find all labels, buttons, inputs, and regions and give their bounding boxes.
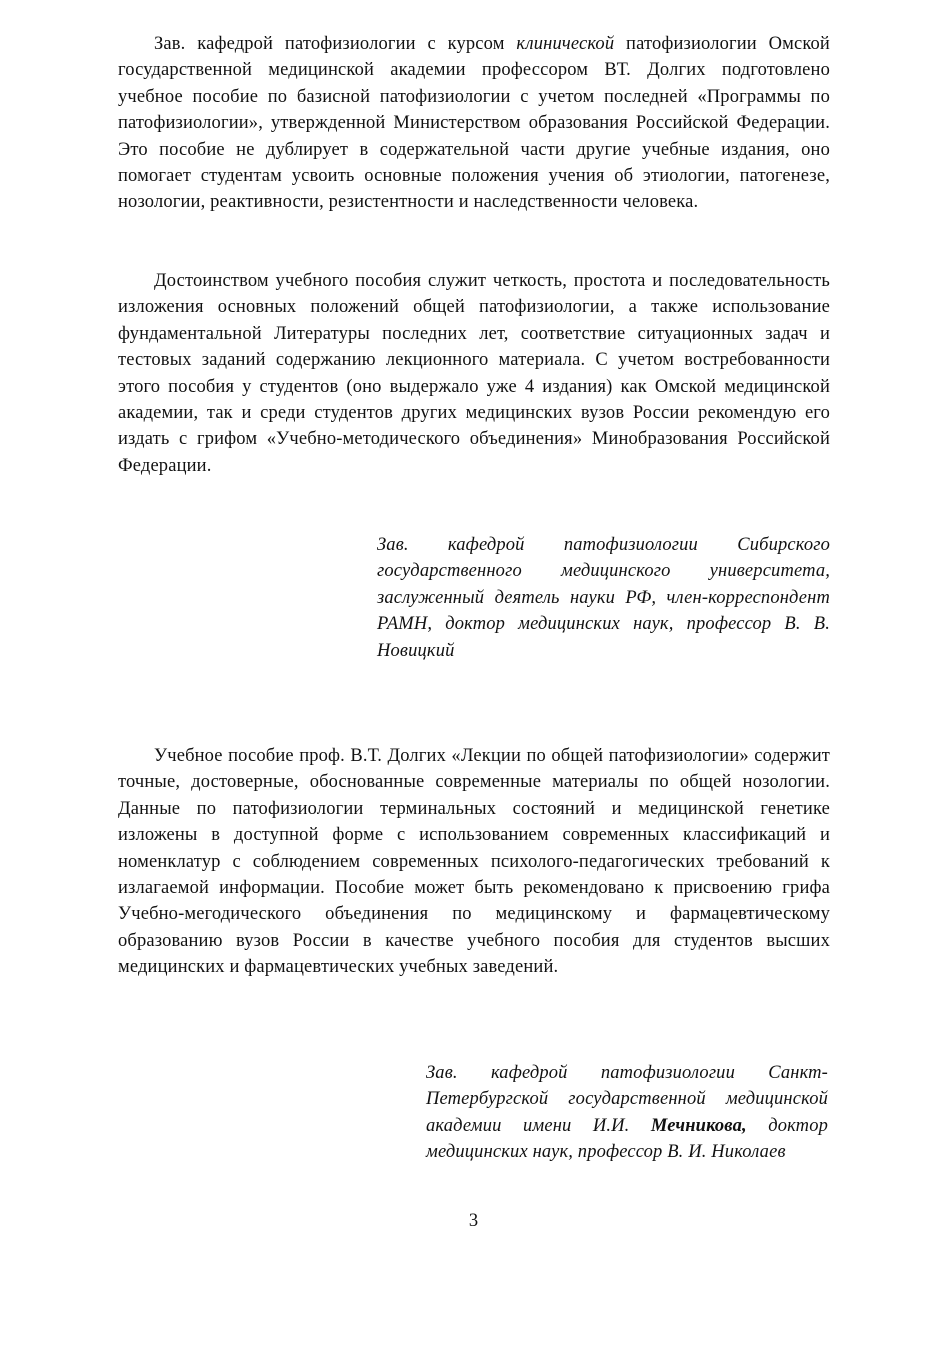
review1-paragraph2: Достоинством учебного пособия служит четкость, простота и последовательность изложения основных положений общей патофизиологии, а также использование фундаментальной Литературы последних лет, соответствие ситуационных задач и тестовых заданий содержанию лекционного материала. С учетом востребованности этого пособия у студентов (оно выдержало уже 4 издания) как Омской медицинской академии, так и среди студентов других медицинских вузов России рекомендую его издать с грифом «Учебно-методического объединения» Минобразования Российской Федерации.	[118, 271, 830, 476]
review2-paragraph: Учебное пособие проф. В.Т. Долгих «Лекции по общей патофизиологии» содержит точные, достоверные, обоснованные современные материалы по общей нозологии. Данные по патофизиологии терминальных состояний и медицинской генетике изложены в доступной форме с использованием современных классификаций и номенклатур с соблюдением современных психолого-педагогических требований к излагаемой информации. Пособие может быть рекомендовано к присвоению грифа Учебно-мегодического объединения по медицинскому и фармацевтическому образованию вузов России в качестве учебного пособия для студентов высших медицинских и фармацевтических учебных заведений.	[118, 746, 830, 978]
review2-signature-bold-name: Мечникова,	[650, 1115, 747, 1136]
review1-paragraph1	[118, 31, 830, 216]
review1-paragraph1-rest: патофизиологии Омской государственной медицинской академии профессором ВТ. Долгих подготовлено учебное пособие по базисной патофизиологии с учетом последней «Программы по патофизиологии», утвержденной Министерством образования Российской Федерации. Это пособие не дублирует в содержательной части другие учебные издания, оно помогает студентам усвоить основные положения учения об этиологии, патогенезе, нозологии, реактивности, резистентности и наследственности человека.	[118, 34, 830, 213]
review2-signature-rest: доктор медицинских наук, профессор В. И. Николаев	[426, 1115, 828, 1163]
review1-paragraph1-lead: Зав. кафедрой патофизиологии с курсом	[154, 34, 517, 54]
review2-signature	[426, 1060, 828, 1166]
review2-signature-lead: Зав. кафедрой патофизиологии Санкт-Петербургской государственной медицинской академии имени И.И.	[426, 1063, 828, 1136]
review1-signature: Зав. кафедрой патофизиологии Сибирского государственного медицинского университета, заслуженный деятель науки РФ, член-корреспондент РАМН, доктор медицинских наук, профессор В. В. Новицкий	[377, 535, 830, 661]
review1-paragraph1-italic-word: клинической	[516, 34, 615, 54]
page-number: 3	[468, 1211, 479, 1231]
